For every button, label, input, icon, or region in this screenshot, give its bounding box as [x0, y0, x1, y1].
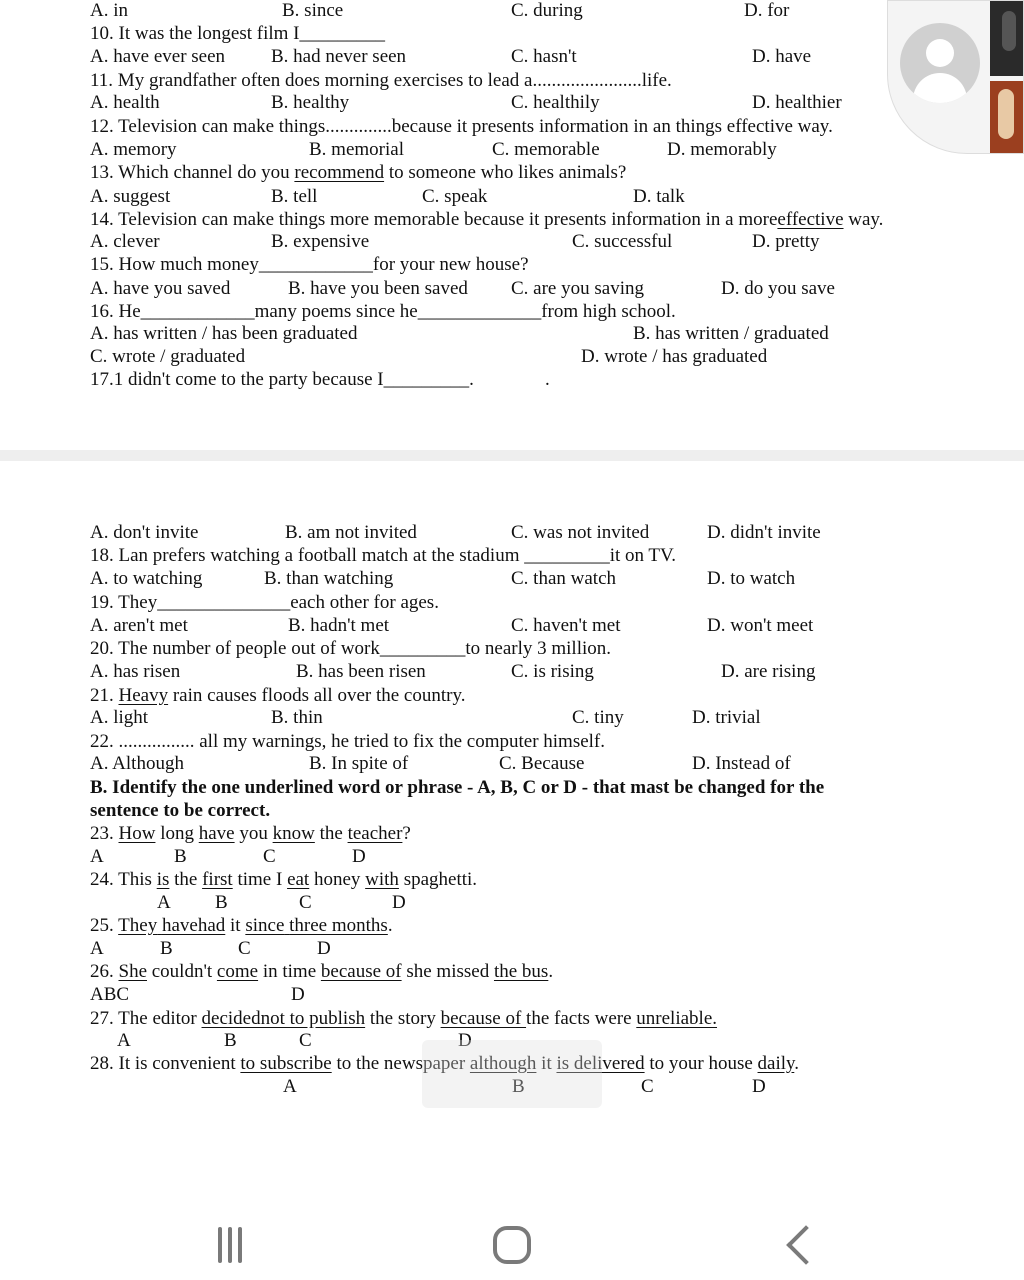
recent-apps-icon	[210, 1225, 250, 1265]
q17-option-a: A. don't invite	[90, 522, 199, 543]
q16-option-c: C. wrote / graduated	[90, 346, 246, 367]
q27-letter-b: B	[224, 1030, 237, 1051]
q28-letter-c: C	[641, 1076, 654, 1097]
q26-letter-d: D	[291, 984, 305, 1005]
q19-text: 19. They______________each other for ages.	[90, 592, 439, 613]
q26-underline-a: She	[118, 961, 147, 982]
q19-option-d: D. won't meet	[707, 615, 814, 636]
q14-option-d: D. pretty	[752, 231, 820, 252]
q23-underline-c: know	[272, 823, 315, 844]
q20-option-d: D. are rising	[721, 661, 816, 682]
q19-option-c: C. haven't met	[511, 615, 621, 636]
q23-letter-a: A	[90, 846, 104, 867]
q15-text: 15. How much money____________for your new house?	[90, 254, 529, 275]
system-navigation-bar	[0, 1200, 1024, 1280]
q22-option-d: D. Instead of	[692, 753, 791, 774]
q19-option-b: B. hadn't met	[288, 615, 390, 636]
q13-option-c: C. speak	[422, 186, 488, 207]
q23-underline-a: How	[118, 823, 156, 844]
q10-option-a: A. have ever seen	[90, 46, 226, 67]
q12-text: 12. Television can make things..............because it presents information in an things effective way.	[90, 116, 833, 137]
q26-underline-c: because of	[320, 961, 402, 982]
q26-part: in time	[258, 961, 321, 982]
q28-underline-c: is delivered	[556, 1053, 645, 1074]
q25-part: 25.	[90, 915, 119, 936]
q27-text	[90, 1008, 717, 1030]
q24-text	[90, 869, 477, 891]
q9-option-d: D. for	[744, 0, 790, 21]
q14-option-c: C. successful	[572, 231, 673, 252]
q24-letter-b: B	[215, 892, 228, 913]
section-b-heading: B. Identify the one underlined word or phrase - A, B, C or D - that mast be changed for the	[90, 777, 825, 798]
q28-part: to your house	[644, 1053, 758, 1074]
q20-option-b: B. has been risen	[296, 661, 426, 682]
q24-underline-d: with	[365, 869, 399, 890]
q13-text-post: to someone who likes animals?	[384, 162, 627, 183]
q14-underlined-word: effective	[777, 209, 844, 230]
q23-letter-b: B	[174, 846, 187, 867]
q24-part: the	[169, 869, 203, 890]
q11-option-d: D. healthier	[752, 92, 842, 113]
q12-option-a: A. memory	[90, 139, 177, 160]
q23-letter-c: C	[263, 846, 276, 867]
q13-underlined-word: recommend	[294, 162, 385, 183]
q23-part: 23.	[90, 823, 119, 844]
q10-option-b: B. had never seen	[271, 46, 407, 67]
q27-letter-c: C	[299, 1030, 312, 1051]
q24-letter-d: D	[392, 892, 406, 913]
q24-underline-a: is	[156, 869, 170, 890]
q26-part: 26.	[90, 961, 119, 982]
q11-option-a: A. health	[90, 92, 160, 113]
q23-part: you	[234, 823, 273, 844]
q27-letter-a: A	[117, 1030, 131, 1051]
q18-option-a: A. to watching	[90, 568, 203, 589]
avatar-placeholder-icon[interactable]	[900, 23, 980, 103]
q27-underline-d: unreliable.	[636, 1008, 718, 1029]
q13-option-d: D. talk	[633, 186, 685, 207]
q15-option-d: D. do you save	[721, 278, 835, 299]
q22-option-c: C. Because	[499, 753, 585, 774]
q26-part: she missed	[401, 961, 494, 982]
q27-part: the facts were	[526, 1008, 637, 1029]
q23-part: long	[155, 823, 199, 844]
q18-option-b: B. than watching	[264, 568, 394, 589]
q21-text-pre: 21.	[90, 685, 119, 706]
q14-option-b: B. expensive	[271, 231, 370, 252]
q28-letter-b: B	[512, 1076, 525, 1097]
q26-text	[90, 961, 553, 983]
q28-part: to the newspaper	[331, 1053, 470, 1074]
q12-option-b: B. memorial	[309, 139, 404, 160]
q10-option-c: C. hasn't	[511, 46, 577, 67]
q25-letter-b: B	[160, 938, 173, 959]
q14-text-pre: 14. Television can make things more memorable because it presents information in a more	[90, 209, 778, 230]
q28-part: .	[794, 1053, 800, 1074]
q28-underline-d: daily	[757, 1053, 795, 1074]
q16-text: 16. He____________many poems since he_____________from high school.	[90, 301, 676, 322]
q13-option-b: B. tell	[271, 186, 318, 207]
q13-text	[90, 162, 626, 184]
q20-text: 20. The number of people out of work_________to nearly 3 million.	[90, 638, 612, 659]
q18-option-d: D. to watch	[707, 568, 796, 589]
q24-part: spaghetti.	[398, 869, 478, 890]
q23-underline-b: have	[198, 823, 235, 844]
q20-option-a: A. has risen	[90, 661, 181, 682]
q28-underline-a: to subscribe	[240, 1053, 332, 1074]
q17-stray-dot: .	[545, 369, 550, 390]
q11-option-b: B. healthy	[271, 92, 350, 113]
q26-part: couldn't	[147, 961, 217, 982]
q27-letter-d: D	[458, 1030, 472, 1051]
q21-text-post: rain causes floods all over the country.	[168, 685, 466, 706]
translucent-toast-overlay	[422, 1040, 602, 1108]
q25-underline-d: three months	[289, 915, 388, 936]
q25-letter-a: A	[90, 938, 104, 959]
q25-text	[90, 915, 393, 937]
q12-option-d: D. memorably	[667, 139, 777, 160]
q25-part: .	[387, 915, 393, 936]
q27-part: the story	[365, 1008, 441, 1029]
q24-underline-b: first	[202, 869, 233, 890]
q24-part: time I	[232, 869, 288, 890]
q10-text: 10. It was the longest film I_________	[90, 23, 385, 44]
q12-option-c: C. memorable	[492, 139, 600, 160]
q18-option-c: C. than watch	[511, 568, 617, 589]
q21-option-a: A. light	[90, 707, 149, 728]
q14-text-post: way.	[843, 209, 884, 230]
q23-letter-d: D	[352, 846, 366, 867]
q18-text: 18. Lan prefers watching a football match at the stadium _________it on TV.	[90, 545, 677, 566]
q16-option-b: B. has written / graduated	[633, 323, 829, 344]
q21-option-d: D. trivial	[692, 707, 761, 728]
q22-option-b: B. In spite of	[309, 753, 409, 774]
q24-part: 24. This	[90, 869, 157, 890]
q27-underline-ab: decidednot to publish	[201, 1008, 366, 1029]
avatar-body	[913, 73, 967, 103]
q24-letter-a: A	[157, 892, 171, 913]
q16-option-d: D. wrote / has graduated	[581, 346, 768, 367]
q25-part: it	[225, 915, 246, 936]
q20-option-c: C. is rising	[511, 661, 594, 682]
back-button[interactable]	[770, 1220, 830, 1270]
q28-underline-b: although	[469, 1053, 537, 1074]
q23-part: the	[314, 823, 348, 844]
q23-underline-d: teacher	[347, 823, 403, 844]
page-break	[0, 450, 1024, 461]
q15-option-c: C. are you saving	[511, 278, 644, 299]
back-chevron-icon	[786, 1225, 826, 1265]
section-b-heading-cont: sentence to be correct.	[90, 800, 271, 821]
q25-underline-a: They	[118, 915, 158, 936]
q16-option-a: A. has written / has been graduated	[90, 323, 358, 344]
q25-letter-d: D	[317, 938, 331, 959]
q26-underline-b: come	[216, 961, 259, 982]
q23-part: ?	[402, 823, 411, 844]
home-icon	[493, 1226, 531, 1264]
photo-thumbnail-dark[interactable]	[990, 1, 1023, 76]
q14-option-a: A. clever	[90, 231, 160, 252]
q27-part: 27. The editor	[90, 1008, 202, 1029]
q11-option-c: C. healthily	[511, 92, 600, 113]
q19-option-a: A. aren't met	[90, 615, 188, 636]
thumbnail-figure	[998, 89, 1014, 139]
q26-part: .	[548, 961, 554, 982]
q26-letters-abc: ABC	[90, 984, 130, 1005]
q25-underline-b: havehad	[161, 915, 226, 936]
q24-part: honey	[309, 869, 366, 890]
q17-option-d: D. didn't invite	[707, 522, 821, 543]
q26-underline-d: the bus	[493, 961, 549, 982]
q28-part: it	[536, 1053, 557, 1074]
home-button[interactable]	[482, 1220, 542, 1270]
q9-option-b: B. since	[282, 0, 344, 21]
q9-option-c: C. during	[511, 0, 583, 21]
thumbnail-figure	[1002, 11, 1016, 51]
q10-option-d: D. have	[752, 46, 812, 67]
q15-option-a: A. have you saved	[90, 278, 231, 299]
q24-underline-c: eat	[287, 869, 310, 890]
q17-option-b: B. am not invited	[285, 522, 417, 543]
q21-underlined-word: Heavy	[118, 685, 169, 706]
recent-apps-button[interactable]	[200, 1220, 260, 1270]
q28-letter-d: D	[752, 1076, 766, 1097]
q15-option-b: B. have you been saved	[288, 278, 468, 299]
q9-option-a: A. in	[90, 0, 128, 21]
q23-text	[90, 823, 411, 845]
q13-text-pre: 13. Which channel do you	[90, 162, 295, 183]
q17-text: 17.1 didn't come to the party because I_________.	[90, 369, 474, 390]
q25-underline-c: since	[245, 915, 285, 936]
q21-option-c: C. tiny	[572, 707, 624, 728]
q28-letter-a: A	[283, 1076, 297, 1097]
q14-text	[90, 209, 883, 231]
q21-option-b: B. thin	[271, 707, 323, 728]
q25-letter-c: C	[238, 938, 251, 959]
q28-part: 28. It is convenient	[90, 1053, 241, 1074]
q17-option-c: C. was not invited	[511, 522, 650, 543]
q24-letter-c: C	[299, 892, 312, 913]
photo-thumbnail-red[interactable]	[990, 81, 1023, 153]
q27-underline-c: because of	[440, 1008, 527, 1029]
q22-option-a: A. Although	[90, 753, 184, 774]
q13-option-a: A. suggest	[90, 186, 171, 207]
avatar-head	[926, 39, 954, 67]
chat-head-overlay[interactable]	[887, 0, 1024, 154]
q21-text	[90, 685, 466, 707]
q22-text: 22. ................ all my warnings, he tried to fix the computer himself.	[90, 731, 606, 752]
q11-text: 11. My grandfather often does morning exercises to lead a.......................life.	[90, 70, 672, 91]
